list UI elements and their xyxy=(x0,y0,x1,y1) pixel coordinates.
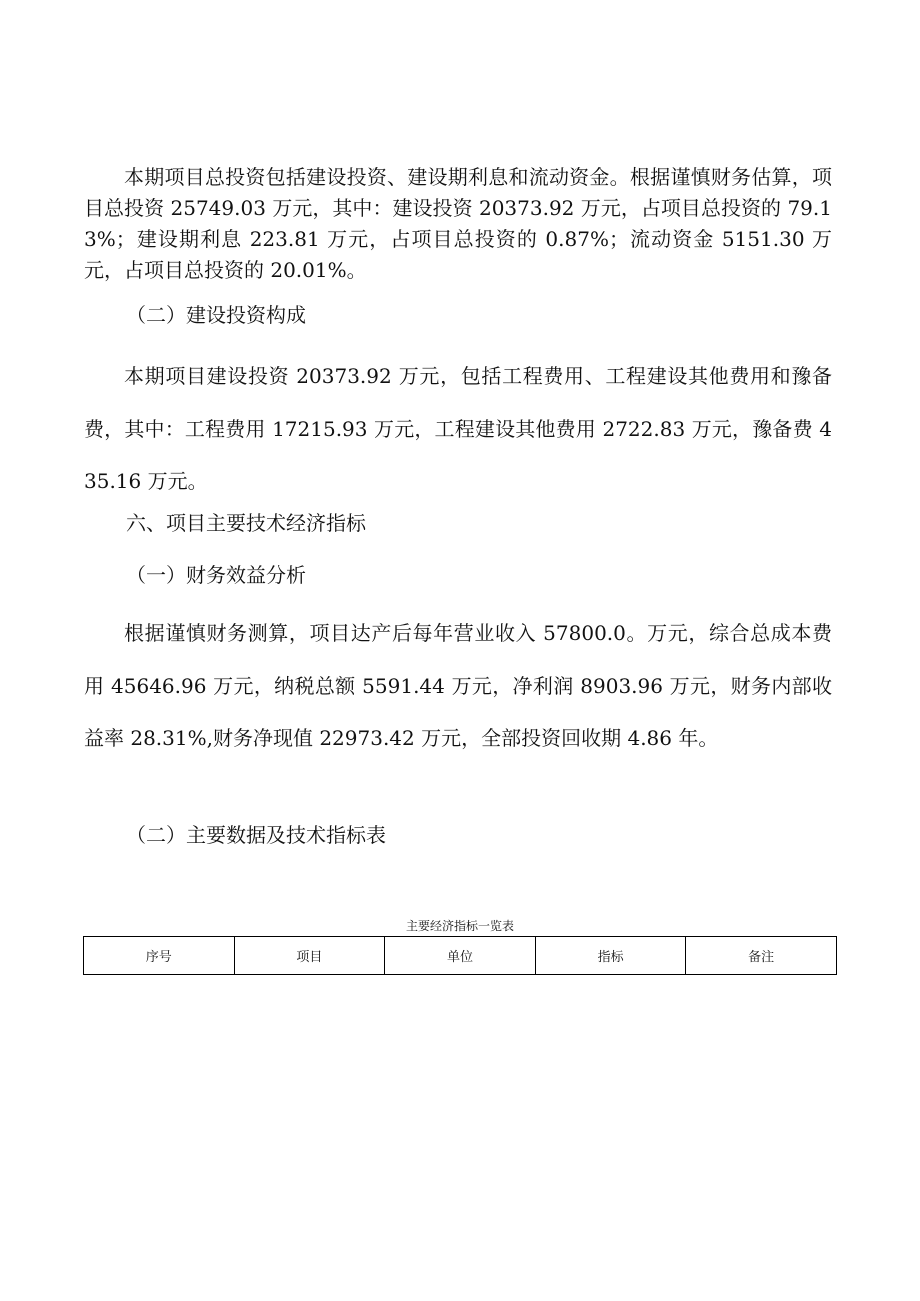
table-header-cell-unit: 单位 xyxy=(385,937,536,975)
heading-construction-investment: （二）建设投资构成 xyxy=(126,303,306,327)
table-header-cell-serial: 序号 xyxy=(84,937,235,975)
table-caption: 主要经济指标一览表 xyxy=(405,919,514,933)
heading-section-six: 六、项目主要技术经济指标 xyxy=(126,511,366,535)
paragraph-financial-analysis: 根据谨慎财务测算，项目达产后每年营业收入 57800.0。万元，综合总成本费用 45646.96 万元，纳税总额 5591.44 万元，净利润 8903.96 万元，财务内部收益率 28.31%,财务净现值 22973.42 万元，全部投资回收期 4.86 年。 xyxy=(84,621,832,750)
table-header-cell-item: 项目 xyxy=(234,937,385,975)
paragraph-construction-investment: 本期项目建设投资 20373.92 万元，包括工程费用、工程建设其他费用和豫备费，其中：工程费用 17215.93 万元，工程建设其他费用 2722.83 万元，豫备费 435.16 万元。 xyxy=(84,364,832,493)
heading-main-data-table: （二）主要数据及技术指标表 xyxy=(126,823,386,847)
table-header-row xyxy=(84,937,837,975)
heading-financial-analysis: （一）财务效益分析 xyxy=(126,563,306,587)
table-header-cell-indicator: 指标 xyxy=(535,937,686,975)
paragraph-investment-total: 本期项目总投资包括建设投资、建设期利息和流动资金。根据谨慎财务估算，项目总投资 25749.03 万元，其中：建设投资 20373.92 万元，占项目总投资的 79.13%；建设期利息 223.81 万元，占项目总投资的 0.87%；流动资金 5151.30 万元，占项目总投资的 20.01%。 xyxy=(84,165,832,282)
table-header-cell-remarks: 备注 xyxy=(686,937,837,975)
economic-indicators-table xyxy=(83,936,837,975)
